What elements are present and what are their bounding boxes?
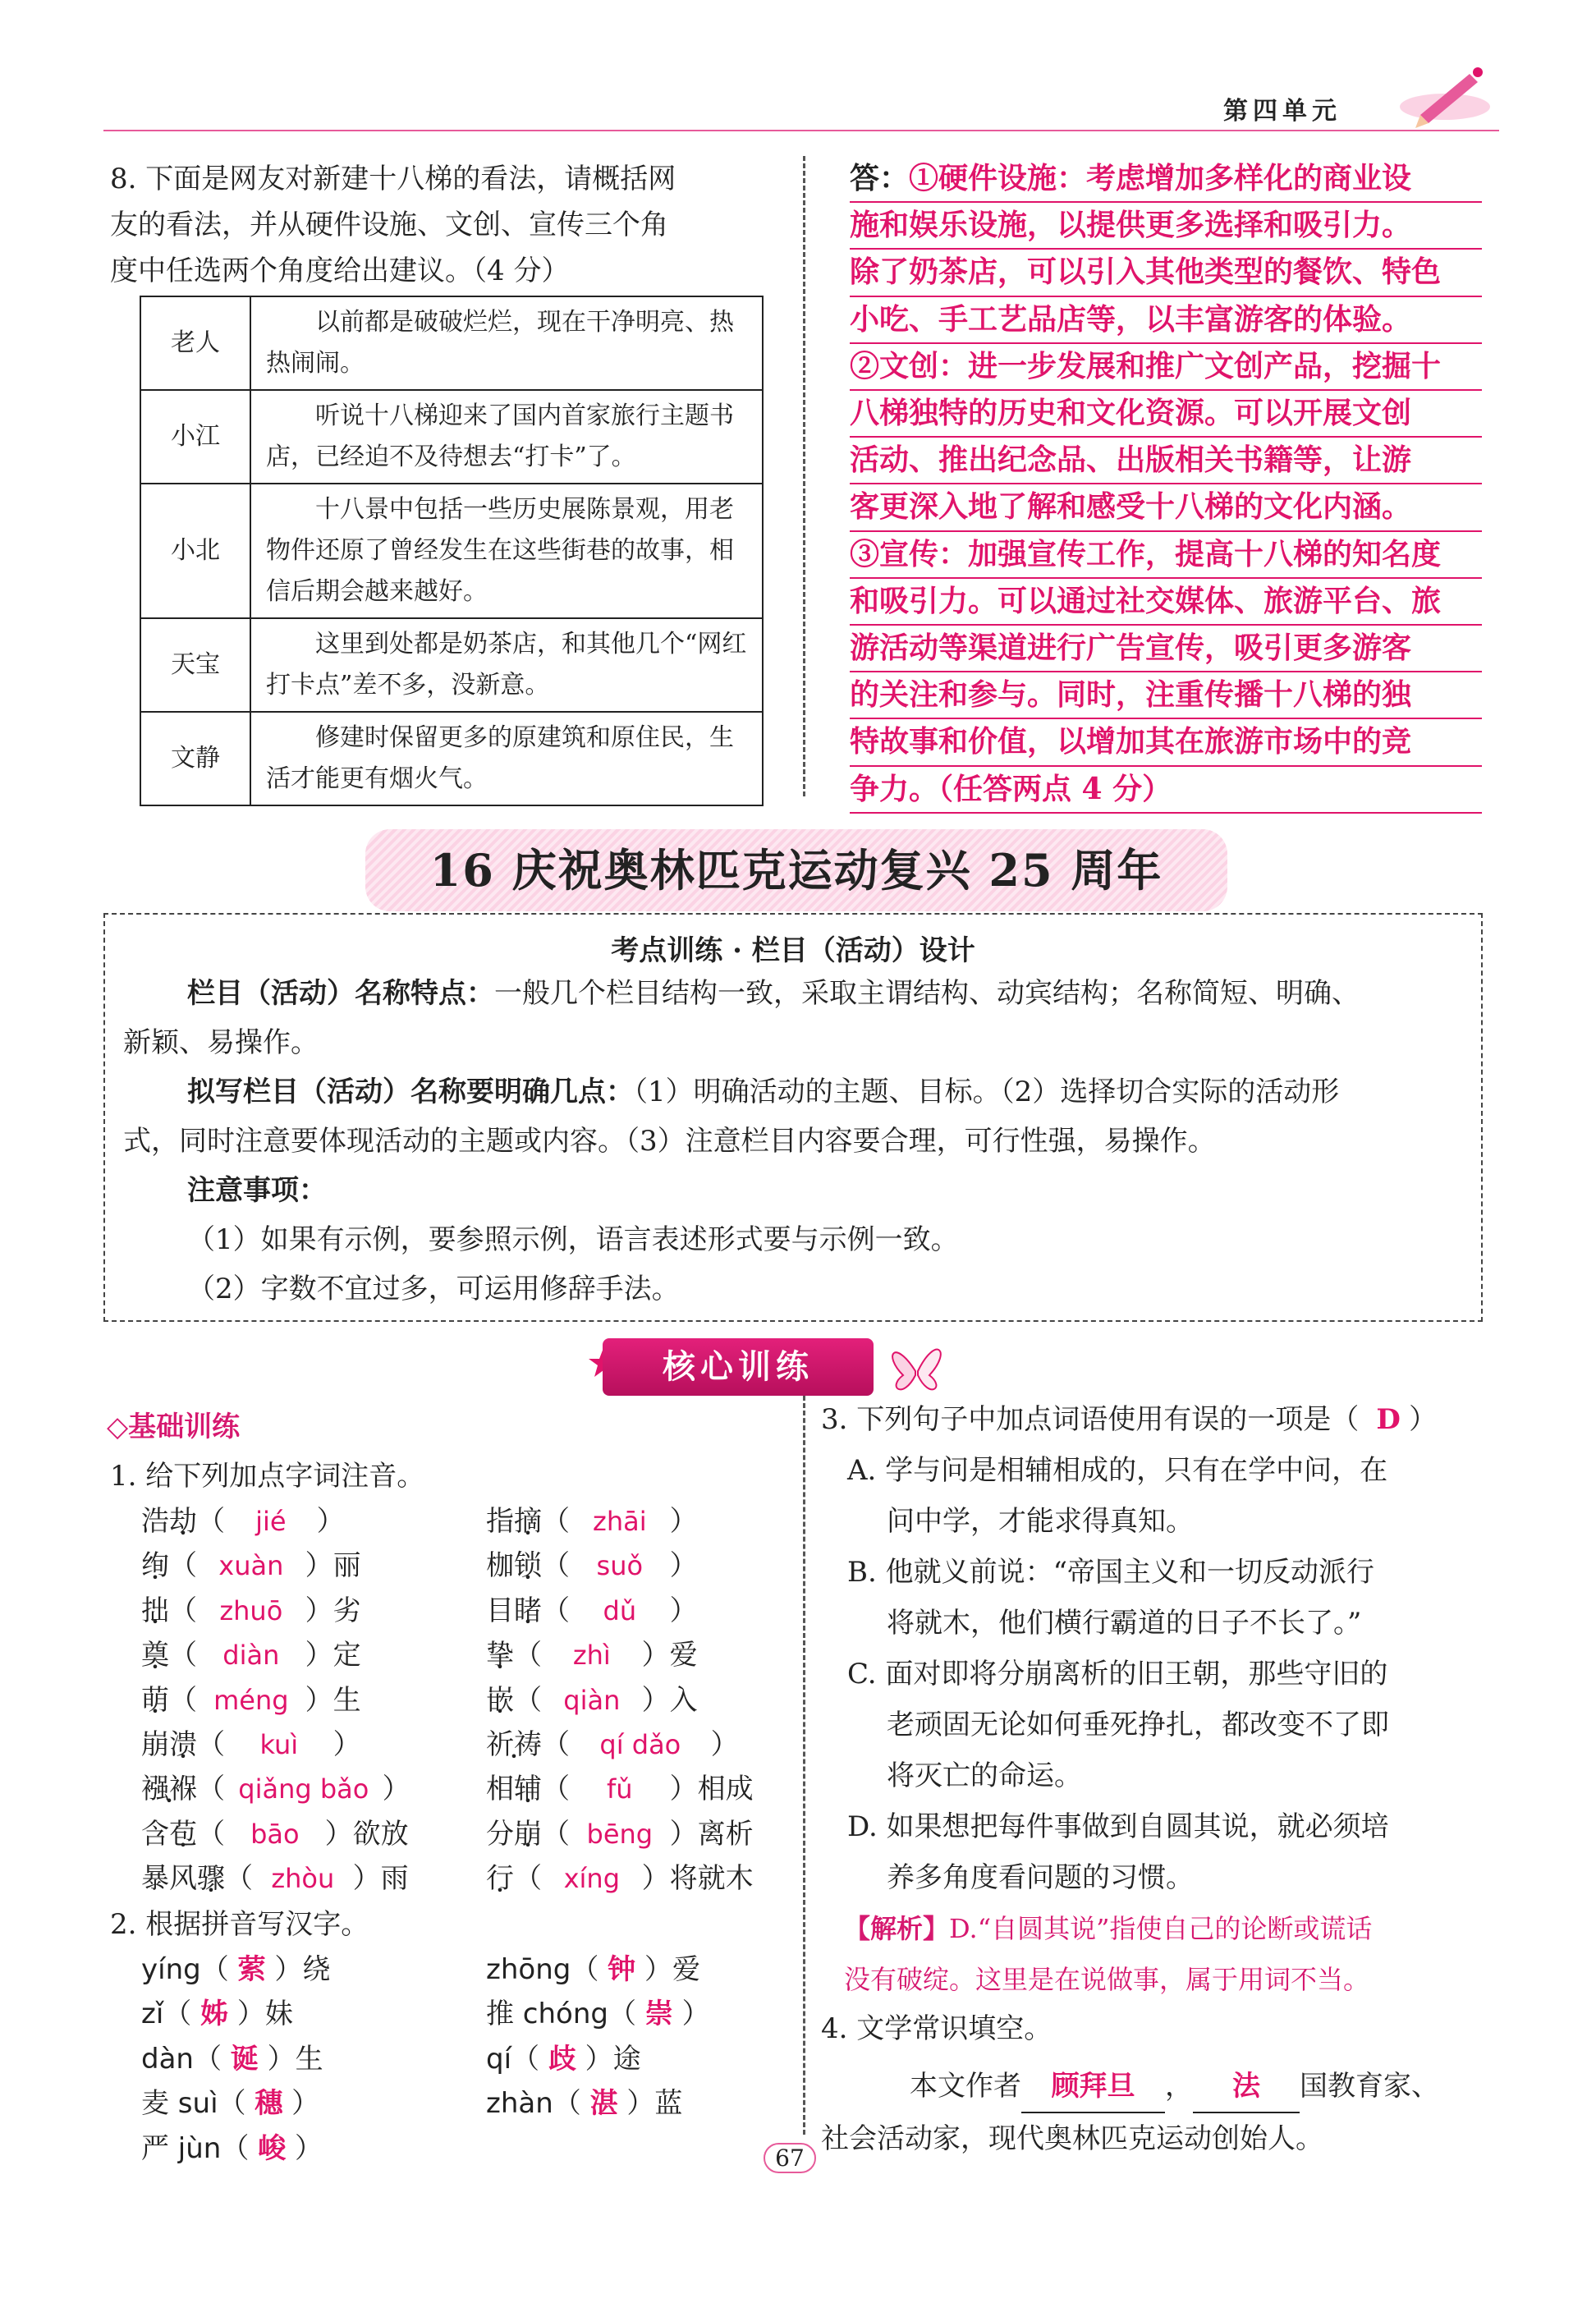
pinyin-prompt: dàn: [141, 2042, 194, 2076]
list-item: zǐ（ 姊 ）妹: [141, 1998, 293, 2031]
answer-line: 除了奶茶店，可以引入其他类型的餐饮、特色: [850, 250, 1482, 296]
pinyin-answer: suǒ: [596, 1550, 644, 1582]
word-suffix: 丽: [332, 1549, 361, 1583]
column-divider-bottom: [803, 1396, 805, 2135]
char-answer: 峻: [258, 2131, 287, 2165]
option-b-line2: 将就木，他们横行霸道的日子不长了。”: [887, 1607, 1362, 1640]
dotted-char: 萌: [141, 1683, 169, 1717]
basic-training-heading: ◇基础训练: [107, 1411, 241, 1443]
q4-line2: 社会活动家，现代奥林匹克运动创始人。: [821, 2122, 1323, 2155]
q2-title: 2. 根据拼音写汉字。: [110, 1908, 369, 1941]
analysis-label: 【解析】: [844, 1913, 950, 1944]
dotted-char: 辅: [514, 1773, 542, 1806]
char-answer: 钟: [608, 1953, 636, 1986]
answer-line: ③宣传：加强宣传工作，提高十八梯的知名度: [850, 532, 1482, 579]
table-row: [140, 296, 763, 390]
dotted-char: 祈祷: [486, 1728, 542, 1762]
answer-line: 特故事和价值，以增加其在旅游市场中的竞: [850, 719, 1482, 766]
list-item: 挚（ zhì ）爱: [486, 1633, 754, 1677]
answer-label: 答：: [850, 161, 910, 195]
answer-line: 客更深入地了解和感受十八梯的文化内涵。: [850, 484, 1482, 531]
q1-title: 1. 给下列加点字词注音。: [110, 1460, 425, 1493]
tips-p3-label: 注意事项：: [187, 1174, 327, 1207]
pinyin-answer: zhāi: [593, 1506, 647, 1537]
dotted-char: 拙: [141, 1594, 169, 1627]
pinyin-answer: zhòu: [271, 1863, 335, 1895]
tips-p3-item1: （1）如果有示例，要参照示例，语言表述形式要与示例一致。: [187, 1223, 959, 1256]
pinyin-prompt: zhōng: [486, 1953, 571, 1986]
list-item: yíng（ 萦 ）绕: [141, 1953, 331, 1986]
unit-title: 第四单元: [1223, 97, 1341, 126]
opinion-who: 天宝: [140, 618, 250, 712]
opinion-who: 老人: [140, 296, 250, 390]
dotted-char: 睹: [514, 1594, 542, 1627]
list-item: 萌（ méng ）生: [141, 1678, 410, 1723]
opinion-text: 听说十八梯迎来了国内首家旅行主题书店，已经迫不及待想去“打卡”了。: [250, 390, 763, 484]
q3-answer: D: [1376, 1403, 1401, 1436]
pinyin-answer: diàn: [222, 1640, 280, 1672]
dotted-char: 襁褓: [141, 1773, 197, 1806]
word-prefix: 枷: [486, 1549, 514, 1583]
pinyin-answer: jié: [255, 1506, 287, 1537]
analysis-text: 没有破绽。这里是在说做事，属于用词不当。: [844, 1964, 1370, 1995]
pinyin-answer: qí dǎo: [599, 1729, 681, 1761]
answer-line: 的关注和参与。同时，注重传播十八梯的独: [850, 672, 1482, 719]
option-d-line1: D. 如果想把每件事做到自圆其说，就必须培: [847, 1810, 1389, 1843]
pinyin-prompt: 推 chóng: [486, 1998, 608, 2031]
pinyin-prompt: zhàn: [486, 2087, 553, 2121]
option-a-line1: A. 学与问是相辅相成的，只有在学中问，在: [847, 1454, 1388, 1487]
list-item: 麦 suì（ 穗 ）: [141, 2087, 320, 2121]
opinion-who: 文静: [140, 712, 250, 805]
pinyin-prompt: 严 jùn: [141, 2131, 222, 2165]
tips-p2-label: 拟写栏目（活动）名称要明确几点：: [187, 1076, 634, 1108]
table-row: [140, 484, 763, 618]
q2-right-column: [486, 1947, 710, 2126]
list-item: 奠（ diàn ）定: [141, 1633, 410, 1677]
char-answer: 姊: [200, 1998, 229, 2031]
word-prefix: 相: [486, 1773, 514, 1806]
question-8: [110, 156, 767, 294]
tips-p2-text: （1）明确活动的主题、目标。（2）选择切合实际的活动形: [634, 1076, 1340, 1108]
dotted-char: 劫: [169, 1505, 197, 1538]
list-item: 嵌（ qiàn ）入: [486, 1678, 754, 1723]
q8-answer: [850, 156, 1482, 814]
word-prefix: 崩: [141, 1728, 169, 1762]
lesson-title: 16 庆祝奥林匹克运动复兴 25 周年: [429, 844, 1163, 897]
opinion-text: 修建时保留更多的原建筑和原住民，生活才能更有烟火气。: [250, 712, 763, 805]
q8-line-3: 度中任选两个角度给出建议。（4 分）: [110, 255, 570, 287]
dotted-char: 摘: [514, 1505, 542, 1538]
answer-line: 施和娱乐设施，以提供更多选择和吸引力。: [850, 203, 1482, 250]
list-item: zhōng（ 钟 ）爱: [486, 1953, 700, 1986]
q4-body: [821, 2061, 1486, 2164]
opinion-text: 这里到处都是奶茶店，和其他几个“网红打卡点”差不多，没新意。: [250, 618, 763, 712]
word-prefix: 目: [486, 1594, 514, 1627]
tips-p3-item2: （2）字数不宜过多，可运用修辞手法。: [187, 1273, 680, 1305]
word-suffix: 绕: [302, 1953, 331, 1986]
q4-title: 4. 文学常识填空。: [821, 2012, 1053, 2045]
word-suffix: 蓝: [654, 2087, 683, 2121]
char-answer: 湛: [589, 2087, 618, 2121]
dotted-char: 崩: [514, 1817, 542, 1851]
list-item: dàn（ 诞 ）生: [141, 2042, 323, 2076]
tips-paragraph-1: [123, 969, 1470, 1067]
q3-title: 3. 下列句子中加点词语使用有误的一项是（: [821, 1403, 1360, 1436]
list-item: 枷锁（ suǒ ）: [486, 1544, 754, 1588]
question-3: [821, 1394, 1478, 1445]
pinyin-answer: bēng: [586, 1818, 654, 1850]
answer-line: 八梯独特的历史和文化资源。可以开展文创: [850, 391, 1482, 438]
word-suffix: 定: [332, 1639, 361, 1672]
word-suffix: 离析: [697, 1817, 754, 1851]
q3-options: [847, 1445, 1488, 1903]
char-answer: 崇: [644, 1998, 673, 2031]
answer-line: ②文创：进一步发展和推广文创产品，挖掘十: [850, 344, 1482, 391]
word-prefix: 浩: [141, 1505, 169, 1538]
word-suffix: 生: [332, 1683, 361, 1717]
dotted-char: 嵌: [486, 1683, 514, 1717]
pinyin-answer: zhì: [572, 1640, 611, 1672]
pinyin-answer: dǔ: [603, 1594, 637, 1626]
pinyin-answer: xíng: [563, 1863, 621, 1895]
q1-right-column: [486, 1499, 754, 1901]
word-suffix: 雨: [380, 1862, 409, 1896]
dotted-char: 骤: [197, 1862, 225, 1896]
header-rule: [103, 130, 1499, 131]
opinion-who: 小江: [140, 390, 250, 484]
word-suffix: 爱: [672, 1953, 700, 1986]
answer-line: 游活动等渠道进行广告宣传，吸引更多游客: [850, 626, 1482, 672]
opinion-text: 十八景中包括一些历史展陈景观，用老物件还原了曾经发生在这些街巷的故事，相信后期会越来越好。: [250, 484, 763, 618]
word-suffix: 入: [669, 1683, 698, 1717]
dotted-char: 奠: [141, 1639, 169, 1672]
q8-line-1: 8. 下面是网友对新建十八梯的看法，请概括网: [110, 163, 676, 195]
option-c-line3: 将灭亡的命运。: [887, 1759, 1082, 1792]
list-item: 分崩（ bēng ）离析: [486, 1812, 754, 1856]
pinyin-answer: méng: [213, 1684, 289, 1716]
list-item: 襁褓（ qiǎng bǎo ）: [141, 1767, 410, 1811]
tips-title: 考点训练 · 栏目（活动）设计: [611, 934, 975, 967]
word-suffix: 妹: [264, 1998, 293, 2031]
char-answer: 萦: [237, 1953, 266, 1986]
dotted-char: 行: [486, 1862, 514, 1896]
opinion-text: 以前都是破破烂烂，现在干净明亮、热热闹闹。: [250, 296, 763, 390]
dotted-char: 锁: [514, 1549, 542, 1583]
answer-line: ①硬件设施：考虑增加多样化的商业设: [909, 161, 1412, 195]
pinyin-prompt: zǐ: [141, 1998, 164, 2031]
pinyin-answer: kuì: [259, 1729, 299, 1761]
butterfly-decoration-icon: [878, 1330, 952, 1404]
list-item: 暴风骤（ zhòu ）雨: [141, 1856, 410, 1901]
core-training-label: 核心训练: [663, 1347, 814, 1386]
pinyin-answer: zhuō: [219, 1594, 283, 1626]
word-suffix: 途: [612, 2042, 641, 2076]
tips-p1-text: 一般几个栏目结构一致，采取主谓结构、动宾结构；名称简短、明确、: [494, 977, 1360, 1010]
option-c-line2: 老顽固无论如何垂死挣扎，都改变不了即: [887, 1709, 1389, 1741]
pinyin-answer: qiǎng bǎo: [238, 1773, 369, 1805]
column-divider: [803, 156, 805, 796]
pinyin-prompt: yíng: [141, 1953, 201, 1986]
word-prefix: 指: [486, 1505, 514, 1538]
q2-left-column: [141, 1947, 330, 2171]
q4-post: 国教育家、: [1300, 2070, 1439, 2103]
q8-line-2: 友的看法，并从硬件设施、文创、宣传三个角: [110, 209, 668, 241]
list-item: 含苞（ bāo ）欲放: [141, 1812, 410, 1856]
list-item: 祈祷（ qí dǎo ）: [486, 1723, 754, 1767]
answer-line: 争力。（任答两点 4 分）: [850, 767, 1482, 814]
tips-paragraph-3: [187, 1166, 1468, 1314]
dotted-char: 挚: [486, 1639, 514, 1672]
table-row: [140, 390, 763, 484]
list-item: zhàn（ 湛 ）蓝: [486, 2087, 683, 2121]
word-prefix: 分: [486, 1817, 514, 1851]
char-answer: 诞: [230, 2042, 259, 2076]
pinyin-answer: fǔ: [607, 1773, 633, 1805]
option-b-line1: B. 他就义前说：“帝国主义和一切反动派行: [847, 1556, 1374, 1589]
dotted-char: 苞: [169, 1817, 197, 1851]
list-item: 崩溃（ kuì ）: [141, 1723, 410, 1767]
q4-answer-author: 顾拜旦: [1021, 2061, 1165, 2113]
list-item: 指摘（ zhāi ）: [486, 1499, 754, 1544]
word-suffix: 生: [295, 2042, 323, 2076]
opinion-who: 小北: [140, 484, 250, 618]
dotted-char: 绚: [141, 1549, 169, 1583]
list-item: 浩劫（ jié ）: [141, 1499, 410, 1544]
pencil-decoration-icon: [1387, 57, 1494, 131]
q1-left-column: [141, 1499, 410, 1901]
list-item: 绚（ xuàn ）丽: [141, 1544, 410, 1588]
q4-pre: 本文作者: [910, 2070, 1021, 2103]
list-item: qí（ 歧 ）途: [486, 2042, 641, 2076]
word-suffix: 将就木: [669, 1862, 754, 1896]
option-c-line1: C. 面对即将分崩离析的旧王朝，那些守旧的: [847, 1658, 1388, 1690]
answer-line: 小吃、手工艺品店等，以丰富游客的体验。: [850, 297, 1482, 344]
option-a-line2: 问中学，才能求得真知。: [887, 1505, 1194, 1538]
pinyin-answer: bāo: [250, 1818, 300, 1850]
word-suffix: 相成: [697, 1773, 754, 1806]
analysis-text: D.“自圆其说”指使自己的论断或谎话: [949, 1913, 1373, 1944]
opinions-table: [140, 296, 764, 806]
pinyin-answer: xuàn: [218, 1550, 284, 1582]
list-item: 相辅（ fǔ ）相成: [486, 1767, 754, 1811]
pinyin-prompt: qí: [486, 2042, 512, 2076]
word-suffix: 爱: [669, 1639, 698, 1672]
list-item: 推 chóng（ 崇 ）: [486, 1998, 710, 2031]
char-answer: 穗: [255, 2087, 283, 2121]
char-answer: 歧: [548, 2042, 576, 2076]
q3-close: ）: [1409, 1403, 1438, 1436]
tips-p1-text2: 新颖、易操作。: [123, 1026, 319, 1059]
page-number: 67: [764, 2143, 816, 2173]
option-d-line2: 养多角度看问题的习惯。: [887, 1861, 1194, 1894]
q3-analysis: [844, 1903, 1484, 2005]
dotted-char: 溃: [169, 1728, 197, 1762]
list-item: 严 jùn（ 峻 ）: [141, 2131, 323, 2165]
word-suffix: 欲放: [352, 1817, 409, 1851]
q4-answer-country: 法: [1193, 2061, 1300, 2113]
list-item: 拙（ zhuō ）劣: [141, 1589, 410, 1633]
table-row: [140, 712, 763, 805]
answer-line: 活动、推出纪念品、出版相关书籍等，让游: [850, 438, 1482, 484]
list-item: 行（ xíng ）将就木: [486, 1856, 754, 1901]
word-prefix: 暴风: [141, 1862, 197, 1896]
table-row: [140, 618, 763, 712]
word-prefix: 含: [141, 1817, 169, 1851]
word-suffix: 劣: [332, 1594, 361, 1627]
pinyin-prompt: 麦 suì: [141, 2087, 218, 2121]
tips-paragraph-2: [123, 1067, 1470, 1166]
q4-comma: ，: [1165, 2070, 1193, 2103]
tips-p2-text2: 式，同时注意要体现活动的主题或内容。（3）注意栏目内容要合理，可行性强，易操作。: [123, 1125, 1216, 1158]
pinyin-answer: qiàn: [563, 1684, 621, 1716]
list-item: 目睹（ dǔ ）: [486, 1589, 754, 1633]
tips-p1-label: 栏目（活动）名称特点：: [187, 977, 494, 1010]
answer-line: 和吸引力。可以通过社交媒体、旅游平台、旅: [850, 579, 1482, 626]
